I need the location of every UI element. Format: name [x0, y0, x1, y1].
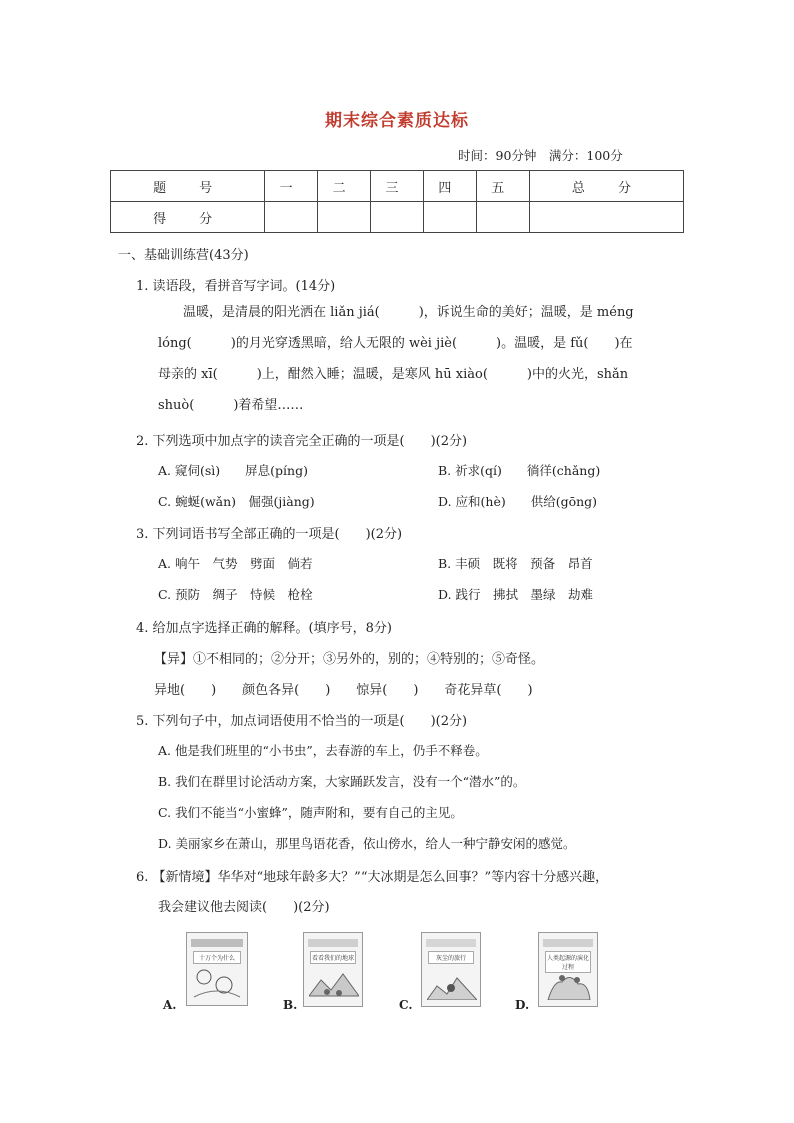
exam-meta: 时间：90分钟 满分：100分 — [458, 148, 623, 163]
book-c-title: 灰尘的旅行 — [428, 951, 474, 964]
question-2-option-a[interactable]: A. 窥伺(sì) 屏息(píng) — [158, 463, 308, 478]
cover-illustration-icon — [544, 966, 594, 1000]
question-2-option-b[interactable]: B. 祈求(qí) 徜徉(chǎng) — [438, 463, 601, 478]
question-1-stem: 1. 读语段，看拼音写字词。(14分) — [136, 279, 336, 294]
book-b-cover[interactable] — [303, 932, 363, 1007]
question-2-option-c[interactable]: C. 蜿蜒(wǎn) 倔强(jiàng) — [158, 494, 315, 509]
book-c-label[interactable]: C. — [399, 998, 413, 1012]
question-3-stem: 3. 下列词语书写全部正确的一项是( )(2分) — [136, 527, 403, 542]
cover-illustration-icon — [192, 965, 242, 999]
cover-band — [191, 939, 243, 947]
book-a-cover[interactable] — [186, 932, 248, 1006]
question-4-definition: 【异】①不相同的；②分开；③另外的，别的；④特别的；⑤奇怪。 — [154, 652, 545, 667]
book-b-title: 看看我们的地球 — [310, 951, 356, 964]
question-5-stem: 5. 下列句子中，加点词语使用不恰当的一项是( )(2分) — [136, 714, 468, 729]
book-d-cover[interactable] — [538, 932, 598, 1007]
score-cell[interactable] — [318, 202, 371, 233]
score-header-cell: 二 — [318, 171, 371, 202]
question-3-option-b[interactable]: B. 丰硕 既将 预备 昂首 — [438, 556, 593, 571]
book-d-label[interactable]: D. — [515, 998, 530, 1012]
cover-band — [543, 939, 593, 947]
score-header-cell: 总 分 — [529, 171, 683, 202]
score-table — [110, 170, 684, 233]
score-cell[interactable] — [265, 202, 318, 233]
question-3-option-d[interactable]: D. 践行 拂拭 墨绿 劫难 — [438, 587, 594, 602]
question-4-items: 异地( ) 颜色各异( ) 惊异( ) 奇花异草( ) — [154, 683, 533, 698]
question-5-option-b[interactable]: B. 我们在群里讨论活动方案，大家踊跃发言，没有一个“潜水”的。 — [158, 774, 526, 789]
question-3-option-a[interactable]: A. 响午 气势 劈面 倘若 — [158, 556, 313, 571]
score-table-header-row — [111, 171, 684, 202]
cover-illustration-icon — [309, 966, 359, 1000]
question-4-stem: 4. 给加点字选择正确的解释。(填序号，8分) — [136, 621, 392, 636]
book-d-title: 人类起源的演化过程 — [545, 951, 591, 973]
cover-illustration-icon — [427, 966, 477, 1000]
score-cell[interactable] — [476, 202, 529, 233]
book-c-cover[interactable] — [421, 932, 481, 1007]
question-6-stem-continued: 我会建议他去阅读( )(2分) — [158, 900, 330, 915]
question-5-option-d[interactable]: D. 美丽家乡在萧山，那里鸟语花香，依山傍水，给人一种宁静安闲的感觉。 — [158, 836, 576, 851]
book-a-title: 十万个为什么 — [193, 951, 241, 964]
score-header-cell: 题 号 — [111, 171, 265, 202]
cover-band — [426, 939, 476, 947]
book-b-label[interactable]: B. — [283, 998, 298, 1012]
score-header-cell: 一 — [265, 171, 318, 202]
cover-band — [308, 939, 358, 947]
score-cell[interactable] — [371, 202, 424, 233]
question-1-line: 温暖，是清晨的阳光洒在 liǎn jiá( )，诉说生命的美好；温暖，是 méng — [183, 305, 634, 320]
score-header-cell: 四 — [423, 171, 476, 202]
question-2-option-d[interactable]: D. 应和(hè) 供给(gōng) — [438, 494, 598, 509]
question-1-line: shuò( )着希望…… — [158, 398, 304, 413]
score-table-score-row — [111, 202, 684, 233]
section-heading: 一、基础训练营(43分) — [118, 248, 249, 263]
score-header-cell: 三 — [371, 171, 424, 202]
question-1-line: lóng( )的月光穿透黑暗，给人无限的 wèi jiè( )。温暖，是 fǔ( )在 — [158, 336, 633, 351]
score-cell[interactable] — [423, 202, 476, 233]
book-a-label[interactable]: A. — [163, 998, 177, 1012]
page-title: 期末综合素质达标 — [325, 111, 469, 131]
question-3-option-c[interactable]: C. 预防 绸子 恃候 枪栓 — [158, 587, 313, 602]
question-2-stem: 2. 下列选项中加点字的读音完全正确的一项是( )(2分) — [136, 434, 468, 449]
score-row-label: 得 分 — [111, 202, 265, 233]
question-5-option-a[interactable]: A. 他是我们班里的“小书虫”，去春游的车上，仍手不释卷。 — [158, 743, 488, 758]
question-5-option-c[interactable]: C. 我们不能当“小蜜蜂”，随声附和，要有自己的主见。 — [158, 805, 463, 820]
question-6-stem: 6. 【新情境】华华对“地球年龄多大？”“大冰期是怎么回事？”等内容十分感兴趣， — [136, 870, 609, 885]
score-header-cell: 五 — [476, 171, 529, 202]
score-cell[interactable] — [529, 202, 683, 233]
question-1-line: 母亲的 xī( )上，酣然入睡；温暖，是寒风 hū xiào( )中的火光，shǎn — [158, 367, 629, 382]
